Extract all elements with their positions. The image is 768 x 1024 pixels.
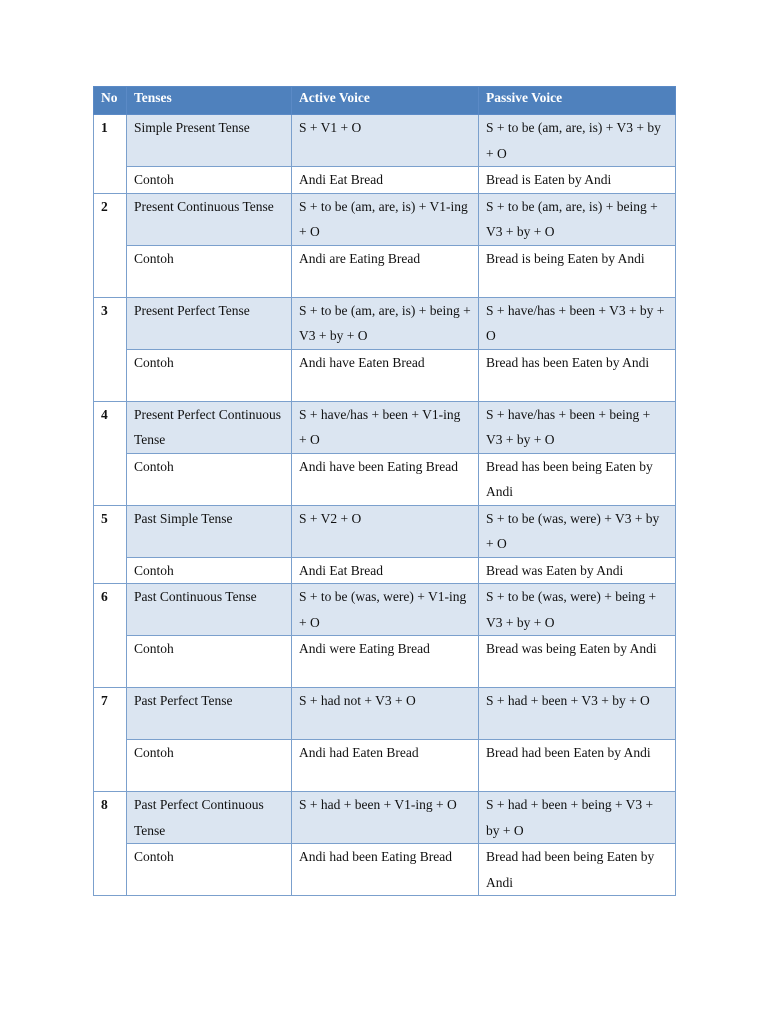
example-passive: Bread was Eaten by Andi [479, 557, 676, 584]
tense-name: Present Perfect Tense [127, 297, 292, 349]
example-active: Andi have been Eating Bread [292, 453, 479, 505]
example-label: Contoh [127, 740, 292, 792]
table-header [94, 87, 676, 115]
active-formula: S + had not + V3 + O [292, 688, 479, 740]
table-row [94, 792, 676, 844]
example-passive: Bread had been being Eaten by Andi [479, 844, 676, 896]
active-formula: S + to be (am, are, is) + being + V3 + by + O [292, 297, 479, 349]
table-row [94, 115, 676, 167]
passive-formula: S + to be (was, were) + being + V3 + by + O [479, 584, 676, 636]
table-row [94, 584, 676, 636]
row-number: 1 [94, 115, 127, 194]
active-formula: S + to be (was, were) + V1-ing + O [292, 584, 479, 636]
example-label: Contoh [127, 349, 292, 401]
passive-formula: S + to be (am, are, is) + being + V3 + by + O [479, 193, 676, 245]
example-row [94, 740, 676, 792]
example-active: Andi were Eating Bread [292, 636, 479, 688]
table-body [94, 115, 676, 896]
example-passive: Bread has been Eaten by Andi [479, 349, 676, 401]
table-row [94, 505, 676, 557]
example-passive: Bread is Eaten by Andi [479, 167, 676, 194]
example-active: Andi are Eating Bread [292, 245, 479, 297]
row-number: 4 [94, 401, 127, 505]
table-row [94, 401, 676, 453]
example-row [94, 636, 676, 688]
tense-name: Past Continuous Tense [127, 584, 292, 636]
example-active: Andi Eat Bread [292, 557, 479, 584]
example-active: Andi Eat Bread [292, 167, 479, 194]
row-number: 5 [94, 505, 127, 584]
example-label: Contoh [127, 557, 292, 584]
example-label: Contoh [127, 453, 292, 505]
table-row [94, 297, 676, 349]
active-formula: S + V2 + O [292, 505, 479, 557]
example-row [94, 167, 676, 194]
row-number: 3 [94, 297, 127, 401]
tense-name: Simple Present Tense [127, 115, 292, 167]
active-formula: S + have/has + been + V1-ing + O [292, 401, 479, 453]
tenses-table [93, 86, 676, 896]
row-number: 2 [94, 193, 127, 297]
tense-name: Present Perfect Continuous Tense [127, 401, 292, 453]
header-no: No [94, 87, 127, 115]
example-passive: Bread is being Eaten by Andi [479, 245, 676, 297]
passive-formula: S + have/has + been + V3 + by + O [479, 297, 676, 349]
tense-name: Present Continuous Tense [127, 193, 292, 245]
example-row [94, 557, 676, 584]
example-row [94, 453, 676, 505]
passive-formula: S + had + been + V3 + by + O [479, 688, 676, 740]
example-label: Contoh [127, 636, 292, 688]
example-passive: Bread was being Eaten by Andi [479, 636, 676, 688]
header-tenses: Tenses [127, 87, 292, 115]
passive-formula: S + have/has + been + being + V3 + by + O [479, 401, 676, 453]
tense-name: Past Perfect Continuous Tense [127, 792, 292, 844]
example-label: Contoh [127, 245, 292, 297]
example-passive: Bread has been being Eaten by Andi [479, 453, 676, 505]
active-formula: S + V1 + O [292, 115, 479, 167]
passive-formula: S + to be (was, were) + V3 + by + O [479, 505, 676, 557]
example-label: Contoh [127, 167, 292, 194]
active-formula: S + to be (am, are, is) + V1-ing + O [292, 193, 479, 245]
example-active: Andi had been Eating Bread [292, 844, 479, 896]
table-row [94, 688, 676, 740]
tense-name: Past Perfect Tense [127, 688, 292, 740]
row-number: 7 [94, 688, 127, 792]
row-number: 6 [94, 584, 127, 688]
passive-formula: S + to be (am, are, is) + V3 + by + O [479, 115, 676, 167]
header-row [94, 87, 676, 115]
example-row [94, 349, 676, 401]
example-active: Andi have Eaten Bread [292, 349, 479, 401]
example-active: Andi had Eaten Bread [292, 740, 479, 792]
example-passive: Bread had been Eaten by Andi [479, 740, 676, 792]
example-row [94, 245, 676, 297]
tense-name: Past Simple Tense [127, 505, 292, 557]
passive-formula: S + had + been + being + V3 + by + O [479, 792, 676, 844]
row-number: 8 [94, 792, 127, 896]
active-formula: S + had + been + V1-ing + O [292, 792, 479, 844]
header-passive-voice: Passive Voice [479, 87, 676, 115]
header-active-voice: Active Voice [292, 87, 479, 115]
example-row [94, 844, 676, 896]
example-label: Contoh [127, 844, 292, 896]
table-row [94, 193, 676, 245]
